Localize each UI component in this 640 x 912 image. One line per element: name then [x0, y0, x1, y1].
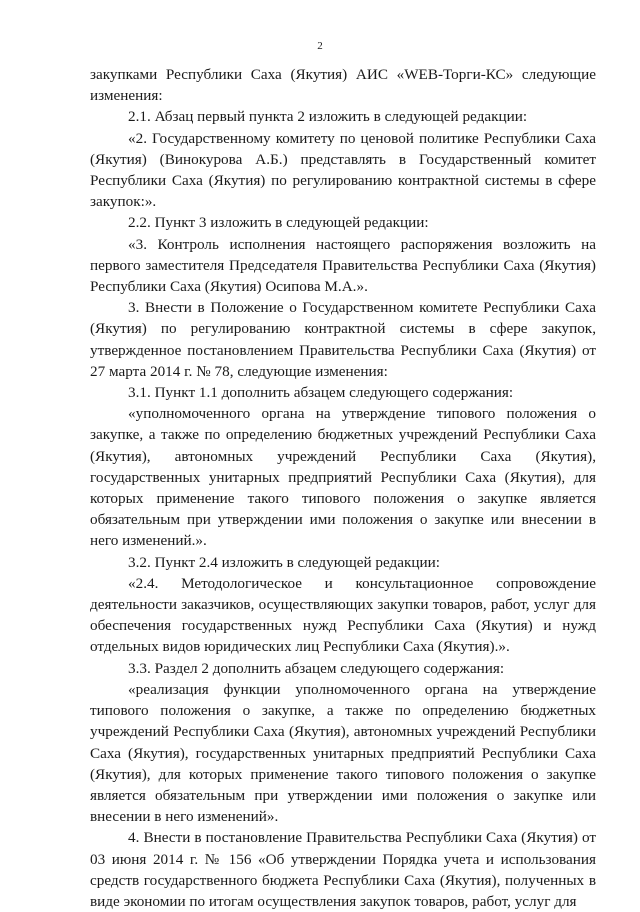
paragraph-3: 3. Внести в Положение о Государственном комитете Республики Саха (Якутия) по регулированию контрактной системы в сфере закупок, утвержденное постановлением Правительства Республики Саха (Якутия) от 27 марта 2014 г. № 78, следующие изменения: — [90, 299, 596, 380]
paragraph-2-1: 2.1. Абзац первый пункта 2 изложить в следующей редакции: — [128, 108, 528, 126]
paragraph-3-2: 3.2. Пункт 2.4 изложить в следующей редакции: — [128, 553, 441, 571]
paragraph-4: 4. Внести в постановление Правительства Республики Саха (Якутия) от 03 июня 2014 г. № 156 «Об утверждении Порядка учета и использования средств государственного бюджета Республики Саха (Якутия), полученных в виде экономии по итогам осуществления закупок товаров, работ, услуг для — [90, 829, 596, 910]
paragraph-quote-2: «2. Государственному комитету по ценовой политике Республики Саха (Якутия) (Винокурова А.Б.) представлять в Государственный комитет Республики Саха (Якутия) по регулированию контрактной системы в сфере закупок:». — [90, 129, 596, 211]
paragraph-quote-3: «3. Контроль исполнения настоящего распоряжения возложить на первого заместителя Председателя Правительства Республики Саха (Якутия) Республики Саха (Якутия) Осипова М.А.». — [90, 235, 596, 296]
document-body — [90, 64, 596, 912]
page-number: 2 — [317, 40, 323, 52]
paragraph-quote-3-1: «уполномоченного органа на утверждение типового положения о закупке, а также по определению бюджетных учреждений Республики Саха (Якутия), автономных учреждений Республики Саха (Якутия), государственных унитарных предприятий Республики Саха (Якутия), для которых применение такого типового положения о закупке является обязательным при утверждении ими положения о закупке или внесении в него изменений.». — [90, 405, 596, 550]
paragraph-3-1: 3.1. Пункт 1.1 дополнить абзацем следующего содержания: — [128, 384, 514, 402]
paragraph-quote-2-4: «2.4. Методологическое и консультационное сопровождение деятельности заказчиков, осуществляющих закупки товаров, работ, услуг для обеспечения государственных нужд Республики Саха (Якутия) и нужд отдельных видов юридических лиц Республики Саха (Якутия).». — [90, 574, 596, 656]
paragraph-continuation: закупками Республики Саха (Якутия) АИС «WEB-Торги-КС» следующие изменения: — [90, 66, 596, 105]
paragraph-quote-3-3: «реализация функции уполномоченного органа на утверждение типового положения о закупке, а также по определению бюджетных учреждений Республики Саха (Якутия), автономных учреждений Республики Саха (Якутия), государственных унитарных предприятий Республики Саха (Якутия), для которых применение такого типового положения о закупке является обязательным при утверждении ими положения о закупке или внесении в него изменений». — [90, 680, 596, 826]
paragraph-2-2: 2.2. Пункт 3 изложить в следующей редакции: — [128, 214, 429, 232]
paragraph-3-3: 3.3. Раздел 2 дополнить абзацем следующего содержания: — [128, 659, 505, 677]
